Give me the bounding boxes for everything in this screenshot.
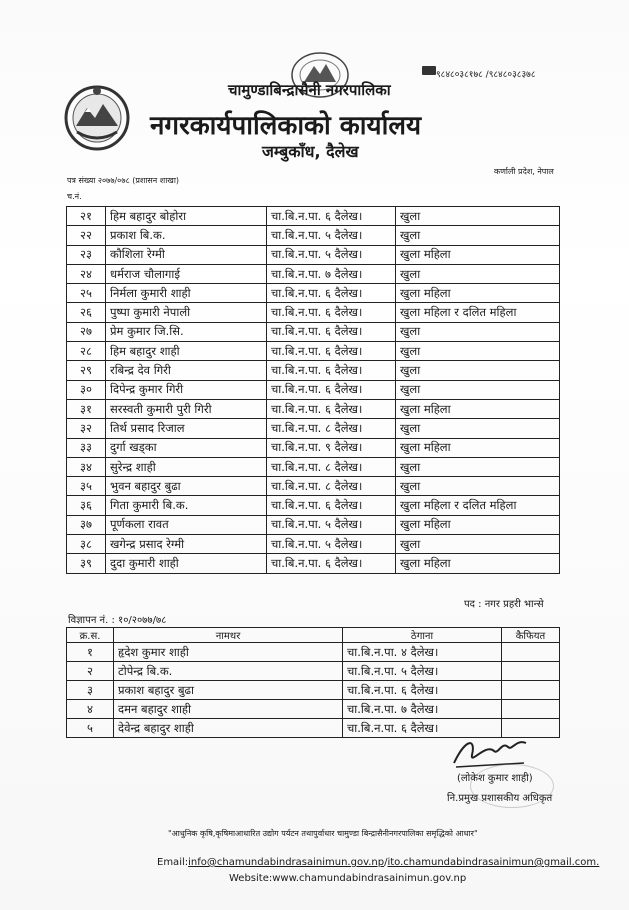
signatory-designation: नि.प्रमुख प्रशासकीय अधिकृत — [447, 793, 553, 804]
table-row: २३ कौशिला रेग्मी चा.बि.न.पा. ५ दैलेख। खुला महिला — [67, 245, 560, 264]
table-header-row — [67, 628, 560, 643]
telephone-icon — [422, 66, 436, 75]
table-row: ३४ सुरेन्द्र शाही चा.बि.न.पा. ८ दैलेख। खुला — [67, 457, 560, 476]
table-row: ३९ दुदा कुमारी शाही चा.बि.न.पा. ६ दैलेख। खुला महिला — [67, 554, 560, 573]
table-row: २८ हिम बहादुर शाही चा.बि.न.पा. ६ दैलेख। खुला — [67, 342, 560, 361]
table-row: ३१ सरस्वती कुमारी पुरी गिरी चा.बि.न.पा. ६ दैलेख। खुला महिला — [67, 399, 560, 418]
municipality-name: चामुण्डाबिन्द्रासैनी नगरपालिका — [228, 81, 391, 99]
email-link-ito[interactable]: ito.chamundabindrasainimun@gmail.com. — [387, 857, 600, 868]
province-label: कर्णाली प्रदेश, नेपाल — [494, 167, 554, 176]
table-row: ३२ तिर्थ प्रसाद रिजाल चा.बि.न.पा. ८ दैलेख। खुला — [67, 419, 560, 438]
dispatch-number: च.नं. — [67, 192, 82, 201]
email-link-info[interactable]: info@chamundabindrasainimun.gov.np — [188, 857, 385, 868]
candidate-list-table — [66, 206, 560, 574]
table-row: २ टोपेन्द्र बि.क. चा.बि.न.पा. ५ दैलेख। — [67, 662, 560, 681]
office-location: जम्बुकाँध, दैलेख — [262, 142, 359, 161]
header-address: ठेगाना — [343, 628, 502, 643]
table-row: २५ निर्मला कुमारी शाही चा.बि.न.पा. ६ दैलेख। खुला महिला — [67, 284, 560, 303]
table-row: ३६ गिता कुमारी बि.क. चा.बि.न.पा. ६ दैलेख। खुला महिला र दलित महिला — [67, 496, 560, 515]
email-label: Email: — [157, 857, 189, 868]
table-row: २४ धर्मराज चौलागाई चा.बि.न.पा. ७ दैलेख। खुला — [67, 264, 560, 283]
table-row: २२ प्रकाश बि.क. चा.बि.न.पा. ५ दैलेख। खुला — [67, 226, 560, 245]
footer-website[interactable]: Website:www.chamundabindrasainimun.gov.np — [229, 873, 467, 884]
signatory-name: (लोकेश कुमार शाही) — [457, 773, 533, 784]
table-row: १ हृदेश कुमार शाही चा.बि.न.पा. ४ दैलेख। — [67, 643, 560, 662]
table-row: ३० दिपेन्द्र कुमार गिरी चा.बि.न.पा. ६ दैलेख। खुला — [67, 380, 560, 399]
post-title: पद : नगर प्रहरी भान्से — [464, 599, 544, 610]
office-title: नगरकार्यपालिकाको कार्यालय — [150, 111, 422, 141]
footer-email — [157, 857, 599, 868]
table-row: २७ प्रेम कुमार जि.सि. चा.बि.न.पा. ६ दैलेख। खुला — [67, 322, 560, 341]
footer-slogan: "आधुनिक कृषि,कृषिमाआधारित उद्योग पर्यटन तथापुर्वाधार चामुण्डा बिन्द्रासैनीनगरपालिका समृद्धिको आधार" — [168, 829, 478, 838]
table-row: २६ पुष्पा कुमारी नेपाली चा.बि.न.पा. ६ दैलेख। खुला महिला र दलित महिला — [67, 303, 560, 322]
advertisement-number: विज्ञापन नं. : १०/२०७७/७८ — [68, 615, 167, 626]
header-serial: क्र.स. — [67, 628, 114, 643]
reference-number: पत्र संख्या २०७७/०७८ (प्रशासन शाखा) — [67, 176, 180, 185]
table-row: ३ प्रकाश बहादुर बुढा चा.बि.न.पा. ६ दैलेख। — [67, 681, 560, 700]
header-remarks: कैफियत — [502, 628, 560, 643]
phone-numbers: ९८४८०३८१७८ /९८४८०३८३७८ — [436, 70, 536, 80]
table-row: ३८ खगेन्द्र प्रसाद रेग्मी चा.बि.न.पा. ५ दैलेख। खुला — [67, 535, 560, 554]
nepal-emblem-icon — [62, 82, 132, 152]
table-row: २१ हिम बहादुर बोहोरा चा.बि.न.पा. ६ दैलेख। खुला — [67, 207, 560, 226]
table-row: ३५ भुवन बहादुर बुढा चा.बि.न.पा. ८ दैलेख। खुला — [67, 477, 560, 496]
alternate-list-table — [66, 627, 560, 738]
table-row: ३७ पूर्णकला रावत चा.बि.न.पा. ५ दैलेख। खुला महिला — [67, 515, 560, 534]
table-row: ४ दमन बहादुर शाही चा.बि.न.पा. ७ दैलेख। — [67, 700, 560, 719]
email-separator: / — [384, 857, 388, 868]
header-name: नामथर — [114, 628, 343, 643]
table-row: २९ रबिन्द्र देव गिरी चा.बि.न.पा. ६ दैलेख। खुला — [67, 361, 560, 380]
table-row: ३३ दुर्गा खड्का चा.बि.न.पा. ९ दैलेख। खुला महिला — [67, 438, 560, 457]
table-row: ५ देवेन्द्र बहादुर शाही चा.बि.न.पा. ६ दैलेख। — [67, 719, 560, 738]
